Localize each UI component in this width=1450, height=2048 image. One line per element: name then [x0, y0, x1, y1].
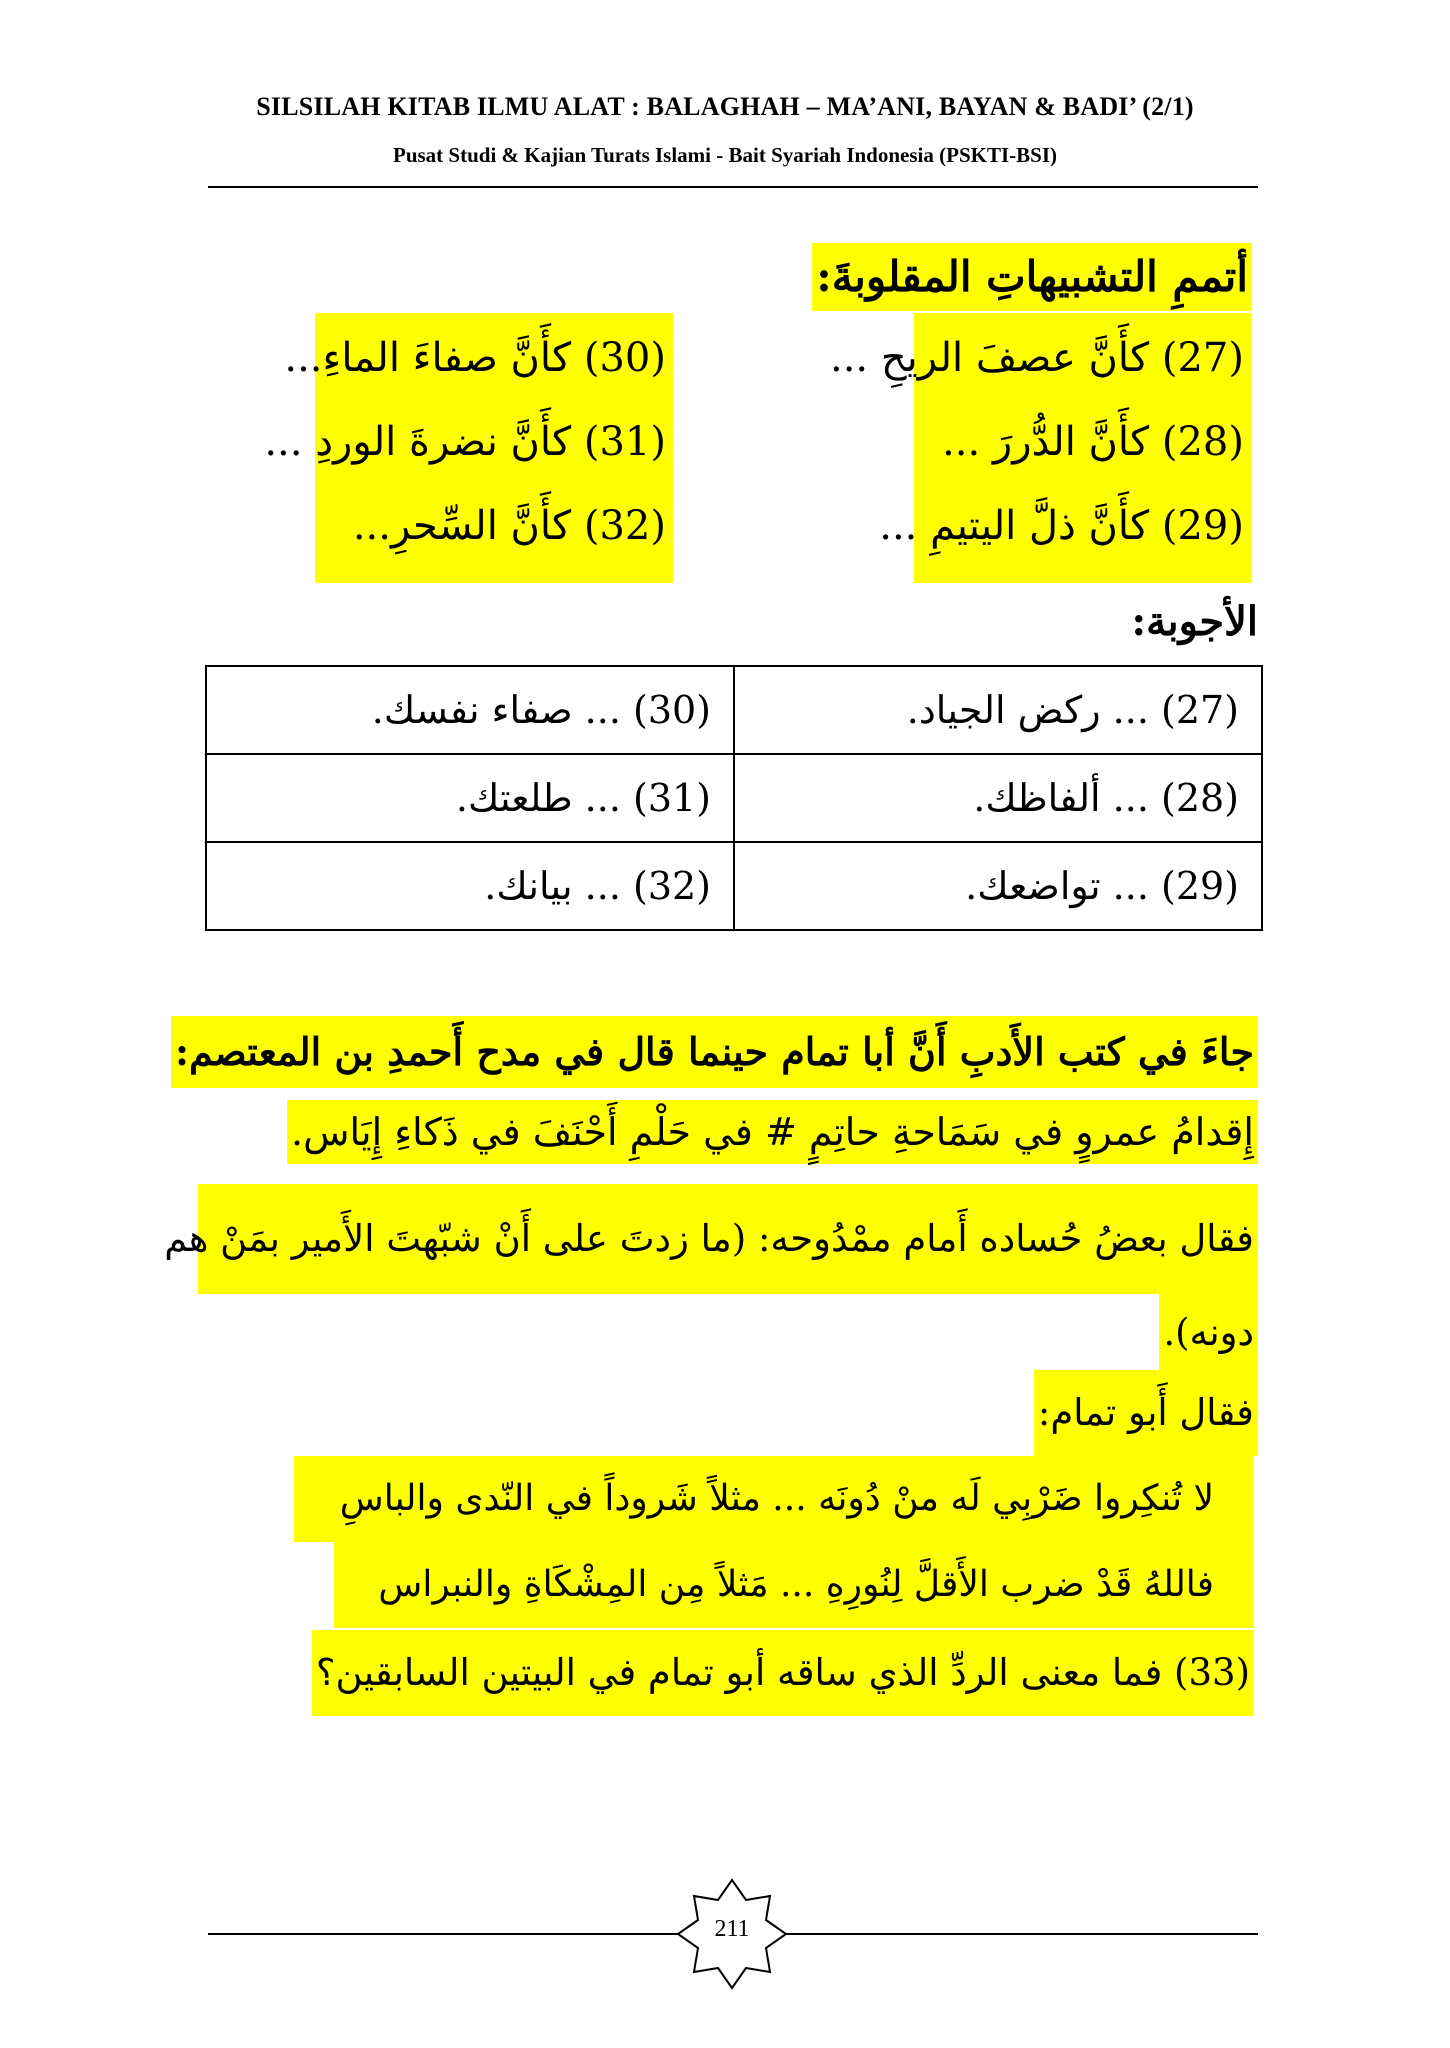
exercise-item-29: (29) كأَنَّ ذلَّ اليتيمِ ... [879, 503, 1244, 549]
running-header-title: SILSILAH KITAB ILMU ALAT : BALAGHAH – MA’ANI, BAYAN & BADI’ (2/1) [256, 92, 1194, 121]
answer-cell: (27) ... ركض الجياد. [734, 666, 1262, 754]
exercise-item-31: (31) كأَنَّ نضرةَ الوردِ ... [264, 419, 666, 465]
answers-heading: الأجوبة: [1131, 598, 1258, 645]
story-line-5: فقال أَبو تمام: [1034, 1370, 1258, 1456]
exercise-item-28: (28) كأَنَّ الدُّررَ ... [942, 419, 1244, 465]
answer-cell: (29) ... تواضعك. [734, 842, 1262, 930]
header-divider [208, 186, 1258, 188]
running-header-subtitle: Pusat Studi & Kajian Turats Islami - Bait Syariah Indonesia (PSKTI-BSI) [393, 143, 1057, 167]
question-33: (33) فما معنى الردِّ الذي ساقه أبو تمام في البيتين السابقين؟ [312, 1630, 1254, 1716]
story-line-4: دونه). [1159, 1294, 1258, 1372]
exercise-item-32: (32) كأَنَّ السِّحرِ... [352, 503, 666, 549]
exercise-heading: أتممِ التشبيهاتِ المقلوبةَ: [812, 243, 1252, 311]
table-row [206, 754, 1262, 842]
verse-line-2: فاللهُ قَدْ ضرب الأَقلَّ لِنُورِهِ ... مَثلاً مِن المِشْكَاةِ والنبراس [334, 1542, 1254, 1628]
answer-cell: (30) ... صفاء نفسك. [206, 666, 734, 754]
verse-line-1: لا تُنكِروا ضَرْبِي لَه منْ دُونَه ... مثلاً شَروداً في النّدى والباسِ [294, 1456, 1254, 1542]
answers-table [205, 665, 1263, 931]
story-line-3: فقال بعضُ حُساده أَمام ممْدُوحه: (ما زدتَ على أَنْ شبّهتَ الأَمير بمَنْ هم [198, 1184, 1258, 1294]
exercise-item-27: (27) كأَنَّ عصفَ الريحِ ... [829, 335, 1244, 381]
answer-cell: (31) ... طلعتك. [206, 754, 734, 842]
answer-cell: (32) ... بيانك. [206, 842, 734, 930]
footer-rule-right [782, 1933, 1258, 1935]
table-row [206, 842, 1262, 930]
exercise-item-30: (30) كأَنَّ صفاءَ الماءِ... [284, 335, 666, 381]
table-row [206, 666, 1262, 754]
footer-rule-left [208, 1933, 688, 1935]
story-line-2: إِقدامُ عمروٍ في سَمَاحةِ حاتِمٍ # في حَلْمِ أَحْنَفَ في ذَكاءِ إِيَاس. [287, 1100, 1258, 1164]
page-number: 211 [714, 1916, 750, 1942]
story-line-1: جاءَ في كتب الأَدبِ أَنَّ أبا تمام حينما قال في مدح أَحمدِ بن المعتصم: [171, 1016, 1258, 1088]
answer-cell: (28) ... ألفاظك. [734, 754, 1262, 842]
